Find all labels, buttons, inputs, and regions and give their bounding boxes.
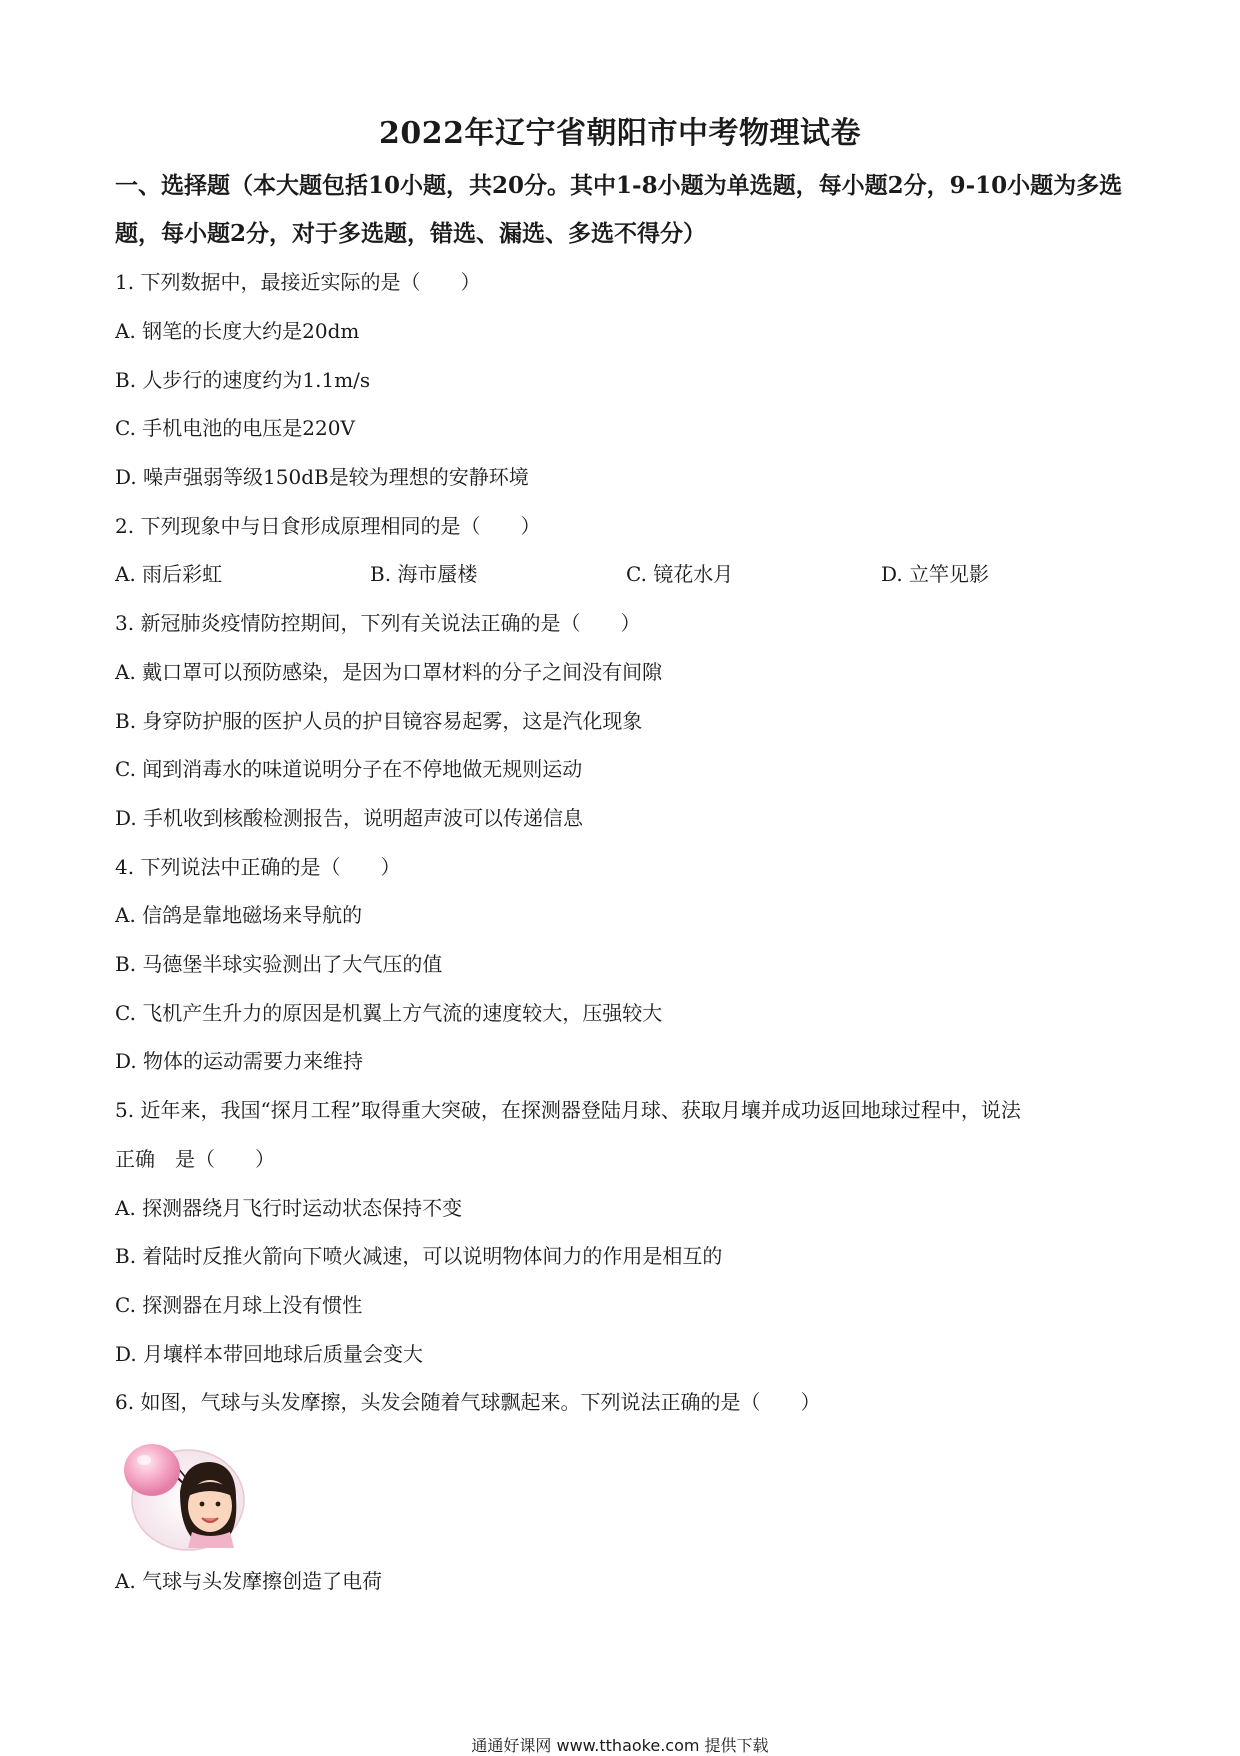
- q2-stem: 2. 下列现象中与日食形成原理相同的是（ ）: [115, 514, 541, 538]
- q4-option-c: C. 飞机产生升力的原因是机翼上方气流的速度较大，压强较大: [115, 1001, 663, 1025]
- section-heading: 一、选择题（本大题包括10小题，共20分。其中1-8小题为单选题，每小题2分，9-10小题为多选题，每小题2分，对于多选题，错选、漏选、多选不得分）: [115, 172, 1123, 247]
- q1-option-d: D. 噪声强弱等级150dB是较为理想的安静环境: [115, 465, 529, 489]
- q4-stem: 4. 下列说法中正确的是（ ）: [115, 855, 401, 879]
- q3-option-c: C. 闻到消毒水的味道说明分子在不停地做无规则运动: [115, 757, 583, 781]
- q1-stem: 1. 下列数据中，最接近实际的是（ ）: [115, 270, 481, 294]
- q5-stem-line2: 正确 是（ ）: [115, 1147, 275, 1171]
- q2-option-c: C. 镜花水月: [626, 562, 734, 586]
- q5-option-d: D. 月壤样本带回地球后质量会变大: [115, 1342, 424, 1366]
- q4-option-b: B. 马德堡半球实验测出了大气压的值: [115, 952, 443, 976]
- q4-option-a: A. 信鸽是靠地磁场来导航的: [115, 903, 363, 927]
- q4-option-d: D. 物体的运动需要力来维持: [115, 1049, 364, 1073]
- q2-option-d: D. 立竿见影: [881, 562, 990, 586]
- q3-option-d: D. 手机收到核酸检测报告，说明超声波可以传递信息: [115, 806, 584, 830]
- q2-option-b: B. 海市蜃楼: [370, 562, 478, 586]
- q6-option-a: A. 气球与头发摩擦创造了电荷: [115, 1569, 383, 1593]
- q5-option-b: B. 着陆时反推火箭向下喷火减速，可以说明物体间力的作用是相互的: [115, 1244, 723, 1268]
- exam-title: 2022年辽宁省朝阳市中考物理试卷: [379, 116, 861, 151]
- q3-option-a: A. 戴口罩可以预防感染，是因为口罩材料的分子之间没有间隙: [115, 660, 663, 684]
- q6-stem: 6. 如图，气球与头发摩擦，头发会随着气球飘起来。下列说法正确的是（ ）: [115, 1390, 821, 1414]
- q5-option-a: A. 探测器绕月飞行时运动状态保持不变: [115, 1196, 463, 1220]
- q5-stem-line1: 5. 近年来，我国“探月工程”取得重大突破，在探测器登陆月球、获取月壤并成功返回地球过程中，说法: [115, 1098, 1021, 1122]
- q1-option-b: B. 人步行的速度约为1.1m/s: [115, 368, 371, 392]
- q2-option-a: A. 雨后彩虹: [115, 562, 223, 586]
- q1-option-a: A. 钢笔的长度大约是20dm: [115, 319, 360, 343]
- q5-option-c: C. 探测器在月球上没有惯性: [115, 1293, 363, 1317]
- q1-option-c: C. 手机电池的电压是220V: [115, 416, 355, 440]
- footer-source: 通通好课网 www.tthaoke.com 提供下载: [471, 1736, 769, 1755]
- q3-stem: 3. 新冠肺炎疫情防控期间，下列有关说法正确的是（ ）: [115, 611, 641, 635]
- q3-option-b: B. 身穿防护服的医护人员的护目镜容易起雾，这是汽化现象: [115, 709, 643, 733]
- balloon-hair-figure: [118, 1440, 248, 1552]
